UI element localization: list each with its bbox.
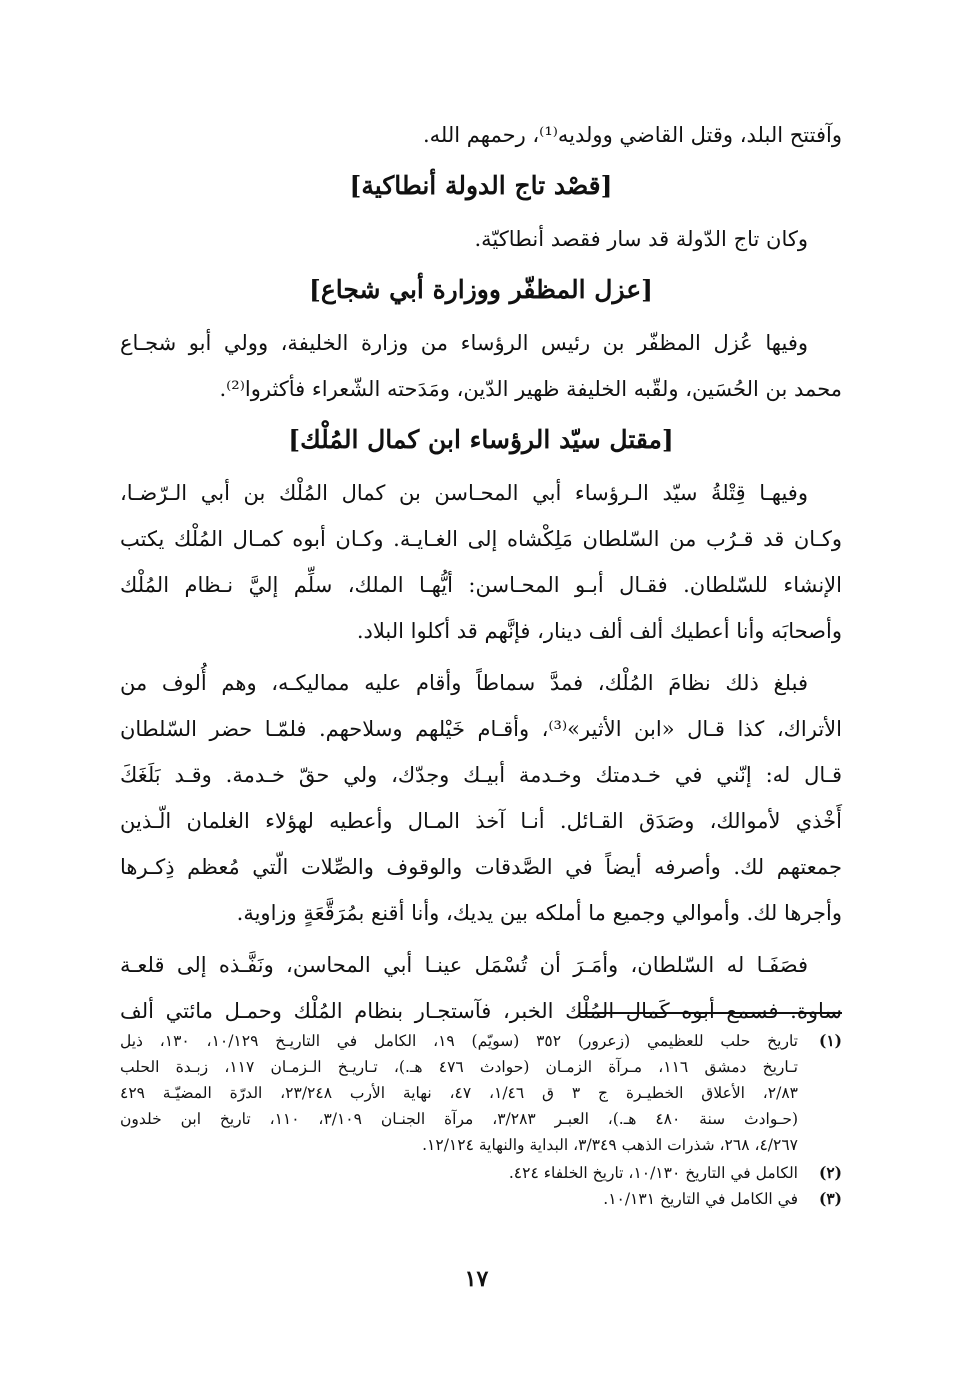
footnote-line: تاريخ حلب للعظيمي (زعرور) ٣٥٢ (سويّم) ١٩، الكامل في التاريـخ ١٠/١٢٩، ١٣٠، ذيل — [120, 1032, 798, 1050]
footnote-3 — [120, 1186, 842, 1212]
footnote-line: (حـوادث سنة ٤٨٠ هـ.)، العبـر ٣/٢٨٣، مرآة الجنـان ٣/١٠٩، ١١٠، تاريخ ابن خلدون — [120, 1110, 798, 1128]
footnote-2 — [120, 1160, 842, 1186]
paragraph-line: أَخْذي لأموالك، وصَدَق القـائل. أنـا آخذ المـال وأعطيه لهؤلاء الغلمان الّـذين — [120, 809, 842, 833]
footnote-text — [120, 1160, 798, 1186]
footnote-1 — [120, 1028, 842, 1158]
section-heading: [مقتل سيّد الرؤساء ابن كمال المُلْك] — [288, 425, 674, 454]
paragraph-line: ساوة. فسمع أبوه كَمال المُلْك الخبر، فآستجـار بنظام المُلْك وحمـل مائتي ألف — [120, 999, 842, 1023]
footnote-number: (٢) — [818, 1163, 842, 1182]
paragraph-line: وكـان قد قـرُب من السّلطان مَلِكْشاه إلى الغـايـة. وكـان أبوه كمـال المُلْك يكتب — [120, 527, 842, 551]
footnote-divider — [580, 1012, 842, 1014]
intro-line: وآفتتح البلد، وقتل القاضي وولديه⁽¹⁾، رحمهم الله. — [423, 123, 842, 147]
paragraph-line: وأجرها لك. وأموالي وجميع ما أملكه بين يديك، وأنا أقنع بمُرَقَّعَةٍ وزاوية. — [236, 901, 842, 925]
footnotes — [120, 1028, 842, 1212]
footnote-text — [120, 1028, 798, 1158]
footnote-line: الكامل في التاريخ ١٠/١٣٠، تاريخ الخلفاء ٤٢٤. — [508, 1164, 798, 1182]
paragraph-line: جمعتهم لك. وأصرفه أيضاً في الصَّدقات والوقوف والصِّلات الّتي مُعظم ذِكـرها — [120, 855, 842, 879]
section-heading: [قصْد تاج الدولة أنطاكية] — [349, 171, 613, 200]
footnote-line: في الكامل في التاريخ ١٠/١٣١. — [603, 1190, 798, 1208]
paragraph-line: وفيها عُزل المظفّر بن رئيس الرؤساء من وزارة الخليفة، وولي أبو شجـاع — [120, 331, 808, 355]
footnote-text — [120, 1186, 798, 1212]
footnote-line: ٤/٢٦٧، ٢٦٨، شذرات الذهب ٣/٣٤٩، البداية والنهاية ١٢/١٢٤. — [422, 1136, 798, 1154]
paragraph-line: وفيهـا قِتْلةُ سيّد الـرؤساء أبي المحـاسن بن كمال المُلْك بن أبي الـرّضـا، — [120, 481, 808, 505]
paragraph-line: الأتراك، كذا قـال «ابن الأثير»⁽³⁾، وأقـام خَيْلهم وسلاحهم. فلمّـا حضر السّلطان — [120, 717, 842, 741]
paragraph-line: فصَفَـا له السّلطان، وأمَـرَ أن تُسْمَل عينـا أبي المحاسن، ونَفَّـذه إلى قلعـة — [120, 953, 808, 977]
section-heading: [عزل المظفّر ووزارة أبي شجاع] — [308, 275, 653, 304]
footnote-line: تـاريخ دمشق ١١٦، مـرآة الزمـان (حوادث ٤٧٦ هـ.)، تـاريـخ الـزمـان ١١٧، زبـدة الحلب — [120, 1058, 798, 1076]
paragraph-line: فبلغ ذلك نظامَ المُلْك، فمدَّ سماطاً وأقام عليه مماليكـه، وهم أُلوف من — [120, 671, 808, 695]
paragraph-line: قـال له: إنّني في خـدمتك وخـدمة أبيـك وجدّك، ولي حقّ خـدمة. وقـد بَلَغَكَ — [120, 763, 842, 787]
paragraph-line: وكان تاج الدّولة قد سار فقصد أنطاكيّة. — [474, 227, 808, 251]
paragraph-line: محمد بن الحُسَين، ولقّبه الخليفة ظهير الدّين، ومَدَحته الشّعراء فأكثروا⁽²⁾. — [219, 377, 842, 401]
footnote-line: ٢/٨٣، الأعلاق الخطيـرة ج ٣ ق ١/٤٦، ٤٧، نهاية الأرب ٢٣/٢٤٨، الدرّة المضيّـة ٤٢٩ — [120, 1084, 798, 1102]
footnote-number: (٣) — [818, 1189, 842, 1208]
paragraph-line: الإنشاء للسّلطان. فقـال أبـو المحـاسن: أيُّهـا الملك، سلِّم إليَّ نـظام المُلْك — [120, 573, 842, 597]
page-number: ١٧ — [464, 1266, 489, 1292]
page-body — [120, 112, 842, 1034]
paragraph-line: وأصحابَه وأنا أعطيك ألف ألف دينار، فإنَّهم قد أكلوا البلاد. — [356, 619, 842, 643]
footnote-number: (١) — [818, 1031, 842, 1050]
